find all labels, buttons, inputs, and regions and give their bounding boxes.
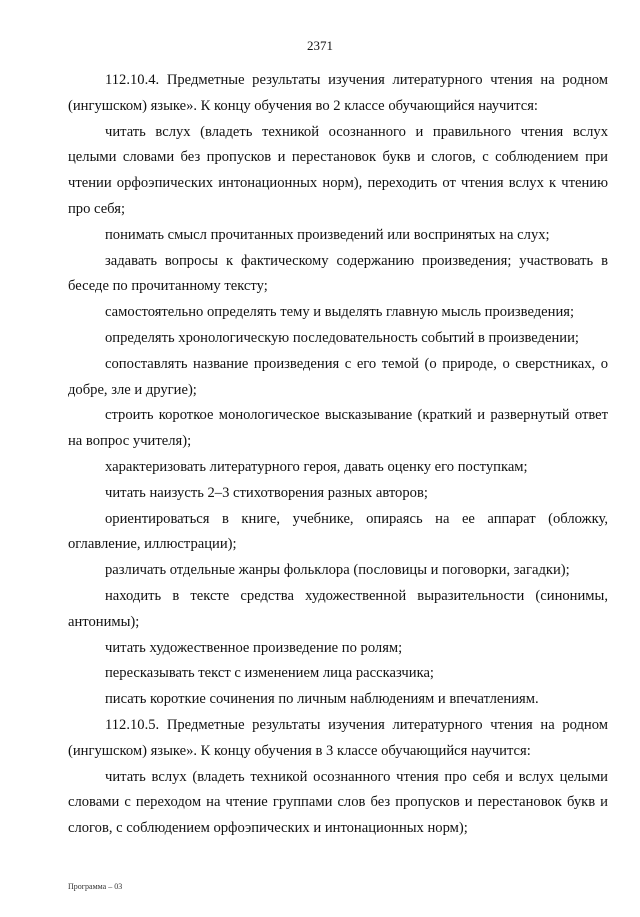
paragraph: понимать смысл прочитанных произведений или воспринятых на слух; xyxy=(105,226,550,243)
paragraph: читать вслух (владеть техникой осознанного чтения про себя и вслух целыми словами с переходом на чтение группами слов без пропусков и перестановок букв и слогов, с соблюдением орфоэпических и интонационных норм); xyxy=(68,768,608,837)
paragraph: находить в тексте средства художественной выразительности (синонимы, антонимы); xyxy=(68,587,608,630)
document-body xyxy=(68,68,608,842)
paragraph: пересказывать текст с изменением лица рассказчика; xyxy=(105,665,434,682)
paragraph: сопоставлять название произведения с его темой (о природе, о сверстниках, о добре, зле и другие); xyxy=(68,355,608,398)
paragraph: ориентироваться в книге, учебнике, опираясь на ее аппарат (обложку, оглавление, иллюстрации); xyxy=(68,510,608,553)
paragraph: читать художественное произведение по ролям; xyxy=(105,639,403,656)
paragraph: строить короткое монологическое высказывание (краткий и развернутый ответ на вопрос учителя); xyxy=(68,407,608,450)
paragraph: различать отдельные жанры фольклора (пословицы и поговорки, загадки); xyxy=(105,562,570,579)
footer-program-label: Программа – 03 xyxy=(68,882,123,891)
paragraph-section-112-10-4: 112.10.4. Предметные результаты изучения литературного чтения на родном (ингушском) языке». К концу обучения во 2 классе обучающийся научится: xyxy=(68,72,608,114)
paragraph: писать короткие сочинения по личным наблюдениям и впечатлениям. xyxy=(105,691,539,708)
paragraph-section-112-10-5: 112.10.5. Предметные результаты изучения литературного чтения на родном (ингушском) языке». К концу обучения в 3 классе обучающийся научится: xyxy=(68,716,608,759)
paragraph: читать вслух (владеть техникой осознанного и правильного чтения вслух целыми словами без пропусков и перестановок букв и слогов, с соблюдением при чтении орфоэпических интонационных норм), переходить от чтения вслух к чтению про себя; xyxy=(68,123,608,217)
paragraph: определять хронологическую последовательность событий в произведении; xyxy=(105,329,579,346)
paragraph: характеризовать литературного героя, давать оценку его поступкам; xyxy=(105,458,528,475)
paragraph: самостоятельно определять тему и выделять главную мысль произведения; xyxy=(105,304,575,321)
paragraph: задавать вопросы к фактическому содержанию произведения; участвовать в беседе по прочитанному тексту; xyxy=(68,252,608,295)
page-number: 2371 xyxy=(307,38,333,53)
paragraph: читать наизусть 2–3 стихотворения разных авторов; xyxy=(105,484,428,501)
